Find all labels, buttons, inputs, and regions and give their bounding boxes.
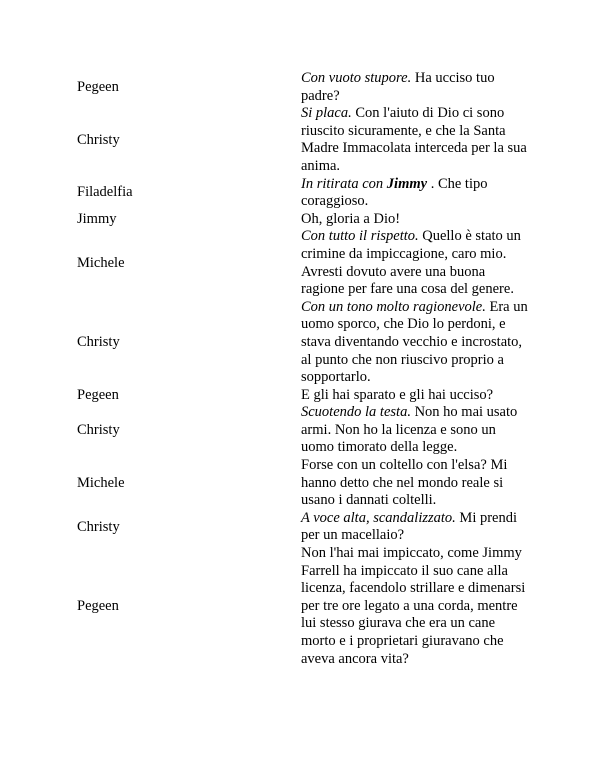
dialogue-line — [301, 211, 529, 229]
dialogue-line — [301, 70, 529, 105]
character-reference: Jimmy — [386, 175, 428, 192]
dialogue-line — [301, 387, 529, 405]
stage-direction: Con tutto il rispetto. — [301, 228, 419, 245]
dialogue-row — [0, 404, 600, 457]
spoken-text: Non l'hai mai impiccato, come Jimmy Farrell ha impiccato il suo cane alla licenza, facendolo strillare e dimenarsi per tre ore legato a una corda, mentre lui stesso giurava che era un cane morto e i proprietari giuravano che aveva ancora vita? — [301, 545, 526, 667]
dialogue-row — [0, 457, 600, 510]
stage-direction: In ritirata con — [301, 175, 384, 192]
stage-direction: Con vuoto stupore. — [301, 70, 412, 86]
stage-direction: Con un tono molto ragionevole. — [301, 298, 486, 315]
dialogue-line — [301, 228, 529, 298]
dialogue-row — [0, 299, 600, 387]
speaker-name: Christy — [77, 333, 120, 350]
spoken-text: Ha ucciso tuo padre? — [301, 70, 495, 104]
speaker-name: Pegeen — [77, 78, 119, 95]
dialogue-row — [0, 510, 600, 545]
spoken-text: Era un uomo sporco, che Dio lo perdoni, e stava diventando vecchio e incrostato, al punto che non riuscivo proprio a sopportarlo. — [301, 298, 528, 386]
dialogue-line — [301, 105, 529, 175]
dialogue-line — [301, 457, 529, 510]
speaker-name: Christy — [77, 131, 120, 148]
spoken-text: Mi prendi per un macellaio? — [301, 509, 518, 544]
dialogue-row — [0, 105, 600, 175]
speaker-name: Michele — [77, 474, 125, 491]
spoken-text: . Che tipo coraggioso. — [301, 175, 488, 210]
stage-direction: Si placa. — [301, 105, 352, 122]
stage-direction: A voce alta, scandalizzato. — [301, 509, 456, 526]
spoken-text: Forse con un coltello con l'elsa? Mi hanno detto che nel mondo reale si usano i dannati coltelli. — [301, 457, 508, 509]
speaker-name: Michele — [77, 254, 125, 271]
speaker-name: Christy — [77, 518, 120, 535]
speaker-name: Jimmy — [77, 210, 117, 227]
dialogue-row — [0, 228, 600, 298]
stage-direction: Scuotendo la testa. — [301, 404, 411, 421]
speaker-name: Filadelfia — [77, 184, 133, 201]
speaker-name: Christy — [77, 421, 120, 438]
spoken-text: E gli hai sparato e gli hai ucciso? — [301, 386, 494, 403]
dialogue-line — [301, 404, 529, 457]
dialogue-line — [301, 510, 529, 545]
dialogue-table — [0, 70, 600, 668]
dialogue-line — [301, 299, 529, 387]
dialogue-row — [0, 545, 600, 668]
spoken-text: Non ho mai usato armi. Non ho la licenza e sono un uomo timorato della legge. — [301, 404, 518, 456]
dialogue-line — [301, 176, 529, 211]
dialogue-row — [0, 176, 600, 211]
dialogue-row — [0, 387, 600, 405]
spoken-text: Quello è stato un crimine da impiccagione, caro mio. Avresti dovuto avere una buona ragione per fare una cosa del genere. — [301, 228, 521, 298]
dialogue-line — [301, 545, 529, 668]
spoken-text: Oh, gloria a Dio! — [301, 210, 401, 227]
speaker-name: Pegeen — [77, 597, 119, 614]
dialogue-row — [0, 211, 600, 229]
speaker-name: Pegeen — [77, 386, 119, 403]
spoken-text: Con l'aiuto di Dio ci sono riuscito sicuramente, e che la Santa Madre Immacolata interceda per la sua anima. — [301, 105, 527, 174]
dialogue-row — [0, 70, 600, 105]
